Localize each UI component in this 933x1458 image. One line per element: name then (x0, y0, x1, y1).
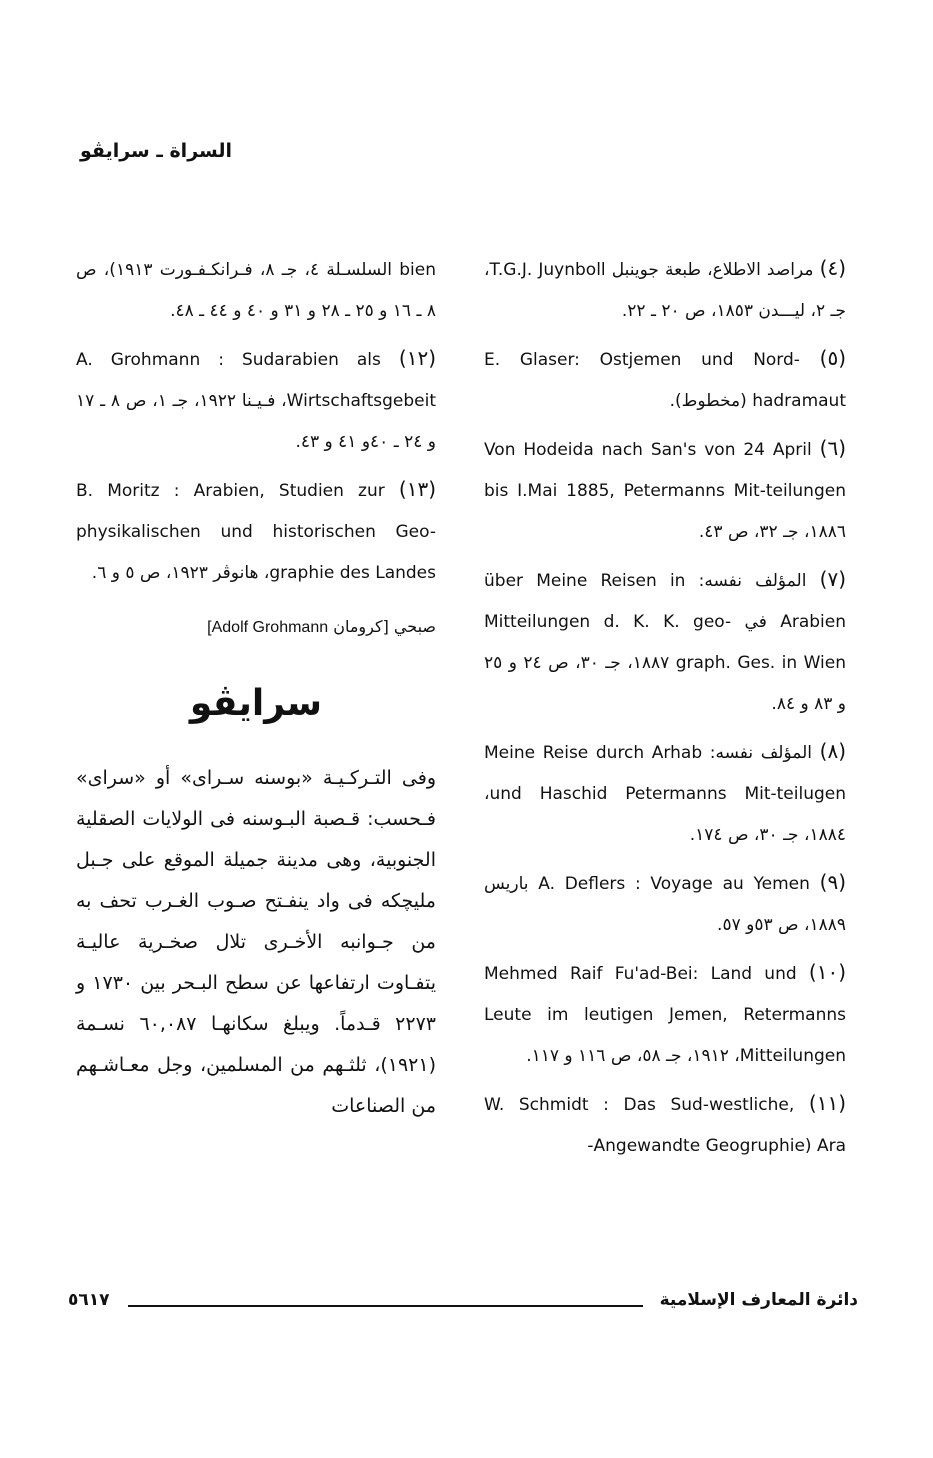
footnote-text: Von Hodeida nach San's von 24 April bis I.Mai 1885, Petermanns Mit-teilungen ١٨٨٦، جـ ٣٢، ص ٤٣. (484, 440, 846, 542)
footnote-text: B. Moritz : Arabien, Studien zur physikalischen und historischen Geo-graphie des Landes، هانوڤر ١٩٢٣، ص ٥ و ٦. (76, 481, 436, 583)
signature-arabic: صبحي [كرومان (333, 617, 436, 636)
right-column (484, 248, 846, 1173)
article-title: سرايڤو (189, 683, 323, 724)
footnote-7 (484, 559, 846, 725)
footnote-text: E. Glaser: Ostjemen und Nord-hadramaut (مخطوط). (484, 350, 846, 411)
footnote-6 (484, 428, 846, 553)
footnote-text: المؤلف نفسه: Meine Reise durch Arhab und Haschid Petermanns Mit-teilugen، ١٨٨٤، جـ ٣٠، ص ١٧٤. (484, 743, 846, 845)
footer-divider (128, 1305, 643, 1307)
publication-title: دائرة المعارف الإسلامية (659, 1290, 858, 1310)
footnote-number: (١٠) (808, 960, 846, 984)
footnote-12 (76, 338, 436, 463)
article-body: وفى التـركـيـة «بوسنه سـراى» أو «سراى» فـحسب: قـصبة البـوسنه فى الولايات الصقلية الجنوبية، وهى مدينة جميلة الموقع على جـبل مليچكه فى واد ينفـتح صـوب الغـرب تحف به من جـوانبه الأخـرى تلال صخـرية عاليـة يتفـاوت ارتفاعها عن سطح البـحر بين ١٧٣٠ و ٢٢٧٣ قـدماً. ويبلغ سكانهـا ٦٠,٠٨٧ نسـمة (١٩٢١)، ثلثـهم من المسلمين، وجل معـاشـهم من الصناعات (76, 767, 436, 1117)
page-footer (68, 1290, 858, 1320)
footnote-number: (١٢) (398, 346, 437, 370)
footnote-text: A. Deflers : Voyage au Yemen باريس ١٨٨٩، ص ٥٣و ٥٧. (484, 874, 846, 935)
footnote-text: Mehmed Raif Fu'ad-Bei: Land und Leute im leutigen Jemen, Retermanns Mitteilungen، ١٩١٢، جـ ٥٨، ص ١١٦ و ١١٧. (484, 964, 846, 1066)
footnote-text: المؤلف نفسه: über Meine Reisen in Arabien في Mitteilungen d. K. K. geo-graph. Ges. in Wien ١٨٨٧، جـ ٣٠، ص ٢٤ و ٢٥ و ٨٣ و ٨٤. (484, 571, 846, 714)
footnote-text: A. Grohmann : Sudarabien als Wirtschaftsgebeit، فـيـنا ١٩٢٢، جـ ١، ص ٨ ـ ١٧ و ٢٤ ـ ٤٠و ٤١ و ٤٣. (76, 350, 436, 452)
running-title: السراة ـ سرايڤو (80, 140, 232, 162)
footnote-number: (٦) (819, 436, 846, 460)
footnote-4 (484, 248, 846, 332)
footnote-10 (484, 952, 846, 1077)
footnote-number: (٤) (819, 256, 847, 280)
footnote-number: (٩) (819, 870, 846, 894)
footnote-text: bien السلسـلة ٤، جـ ٨، فـرانكـفـورت ١٩١٣)، ص ٨ ـ ١٦ و ٢٥ ـ ٢٨ و ٣١ و ٤٠ و ٤٤ ـ ٤٨. (76, 260, 436, 321)
footnote-number: (١١) (808, 1091, 846, 1115)
signature-latin: Adolf Grohmann] (207, 619, 329, 636)
footnote-number: (٥) (819, 346, 847, 370)
footnote-13 (76, 469, 436, 594)
footnote-8 (484, 731, 846, 856)
footnote-text: مراصد الاطلاع، طبعة جوينبل T.G.J. Juynboll، جـ ٢، ليـــدن ١٨٥٣، ص ٢٠ ـ ٢٢. (484, 260, 846, 321)
left-column (76, 248, 436, 1127)
author-signature (76, 612, 436, 643)
footnote-number: (٧) (819, 567, 846, 591)
footnote-9 (484, 862, 846, 946)
footnote-number: (٨) (819, 739, 847, 763)
footnote-11-continued (76, 248, 436, 332)
footnote-11 (484, 1083, 846, 1167)
footnote-number: (١٣) (398, 477, 436, 501)
footnote-5 (484, 338, 846, 422)
footnote-text: W. Schmidt : Das Sud-westliche, Angewandte Geogruphie) Ara- (484, 1095, 846, 1156)
page-number: ٥٦١٧ (68, 1290, 110, 1310)
